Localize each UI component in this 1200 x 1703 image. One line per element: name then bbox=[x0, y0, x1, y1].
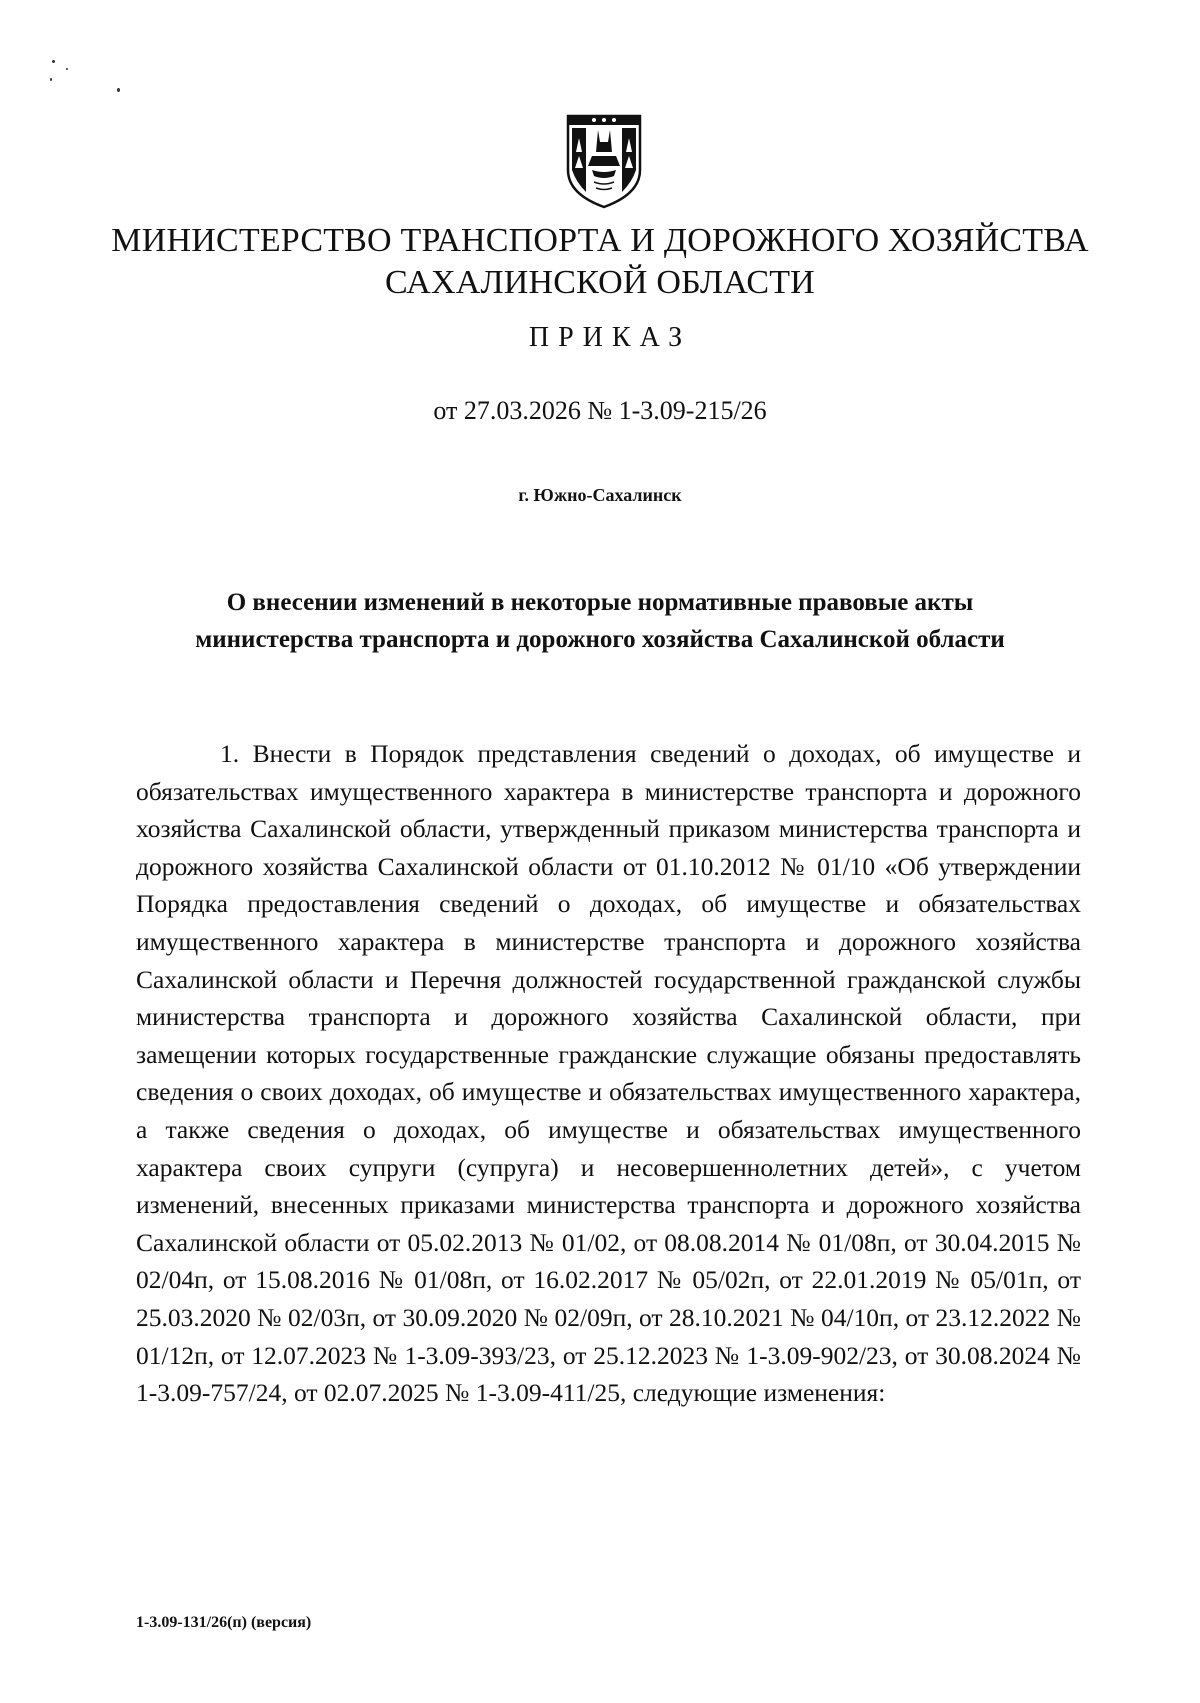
document-code: 1-3.09-131/26(п) (версия) bbox=[136, 1614, 312, 1631]
ministry-name-line-1: МИНИСТЕРСТВО ТРАНСПОРТА И ДОРОЖНОГО ХОЗЯЙСТВА bbox=[111, 222, 1089, 259]
order-date-number: от 27.03.2026 № 1-3.09-215/26 bbox=[433, 396, 767, 425]
scan-speck bbox=[52, 60, 55, 63]
document-title-line-2: министерства транспорта и дорожного хозяйства Сахалинской области bbox=[195, 626, 1005, 653]
body-paragraph-1: 1. Внести в Порядок представления сведений о доходах, об имуществе и обязательствах имущественного характера в министерстве транспорта и дорожного хозяйства Сахалинской области, утвержденный приказом министерства транспорта и дорожного хозяйства Сахалинской области от 01.10.2012 № 01/10 «Об утверждении Порядка предоставления сведений о доходах, об имуществе и обязательствах имущественного характера в министерстве транспорта и дорожного хозяйства Сахалинской области и Перечня должностей государственной гражданской службы министерства транспорта и дорожного хозяйства Сахалинской области, при замещении которых государственные гражданские служащие обязаны предоставлять сведения о своих доходах, об имуществе и обязательствах имущественного характера, а также сведения о доходах, об имуществе и обязательствах имущественного характера своих супруги (супруга) и несовершеннолетних детей», с учетом изменений, внесенных приказами министерства транспорта и дорожного хозяйства Сахалинской области от 05.02.2013 № 01/02, от 08.08.2014 № 01/08п, от 30.04.2015 № 02/04п, от 15.08.2016 № 01/08п, от 16.02.2017 № 05/02п, от 22.01.2019 № 05/01п, от 25.03.2020 № 02/03п, от 30.09.2020 № 02/09п, от 28.10.2021 № 04/10п, от 23.12.2022 № 01/12п, от 12.07.2023 № 1-3.09-393/23, от 25.12.2023 № 1-3.09-902/23, от 30.08.2024 № 1-3.09-757/24, от 02.07.2025 № 1-3.09-411/25, следующие изменения: bbox=[136, 739, 1081, 1408]
ministry-name-line-2: САХАЛИНСКОЙ ОБЛАСТИ bbox=[385, 264, 815, 301]
ministry-name bbox=[0, 220, 1200, 304]
document-title-line-1: О внесении изменений в некоторые нормативные правовые акты bbox=[226, 589, 974, 616]
document-title bbox=[0, 584, 1200, 658]
scan-speck bbox=[117, 88, 120, 92]
scan-speck bbox=[50, 78, 52, 81]
order-label: ПРИКАЗ bbox=[528, 322, 692, 353]
coat-of-arms-icon bbox=[564, 112, 644, 210]
city-name: г. Южно-Сахалинск bbox=[518, 485, 682, 505]
scan-speck bbox=[66, 68, 68, 70]
